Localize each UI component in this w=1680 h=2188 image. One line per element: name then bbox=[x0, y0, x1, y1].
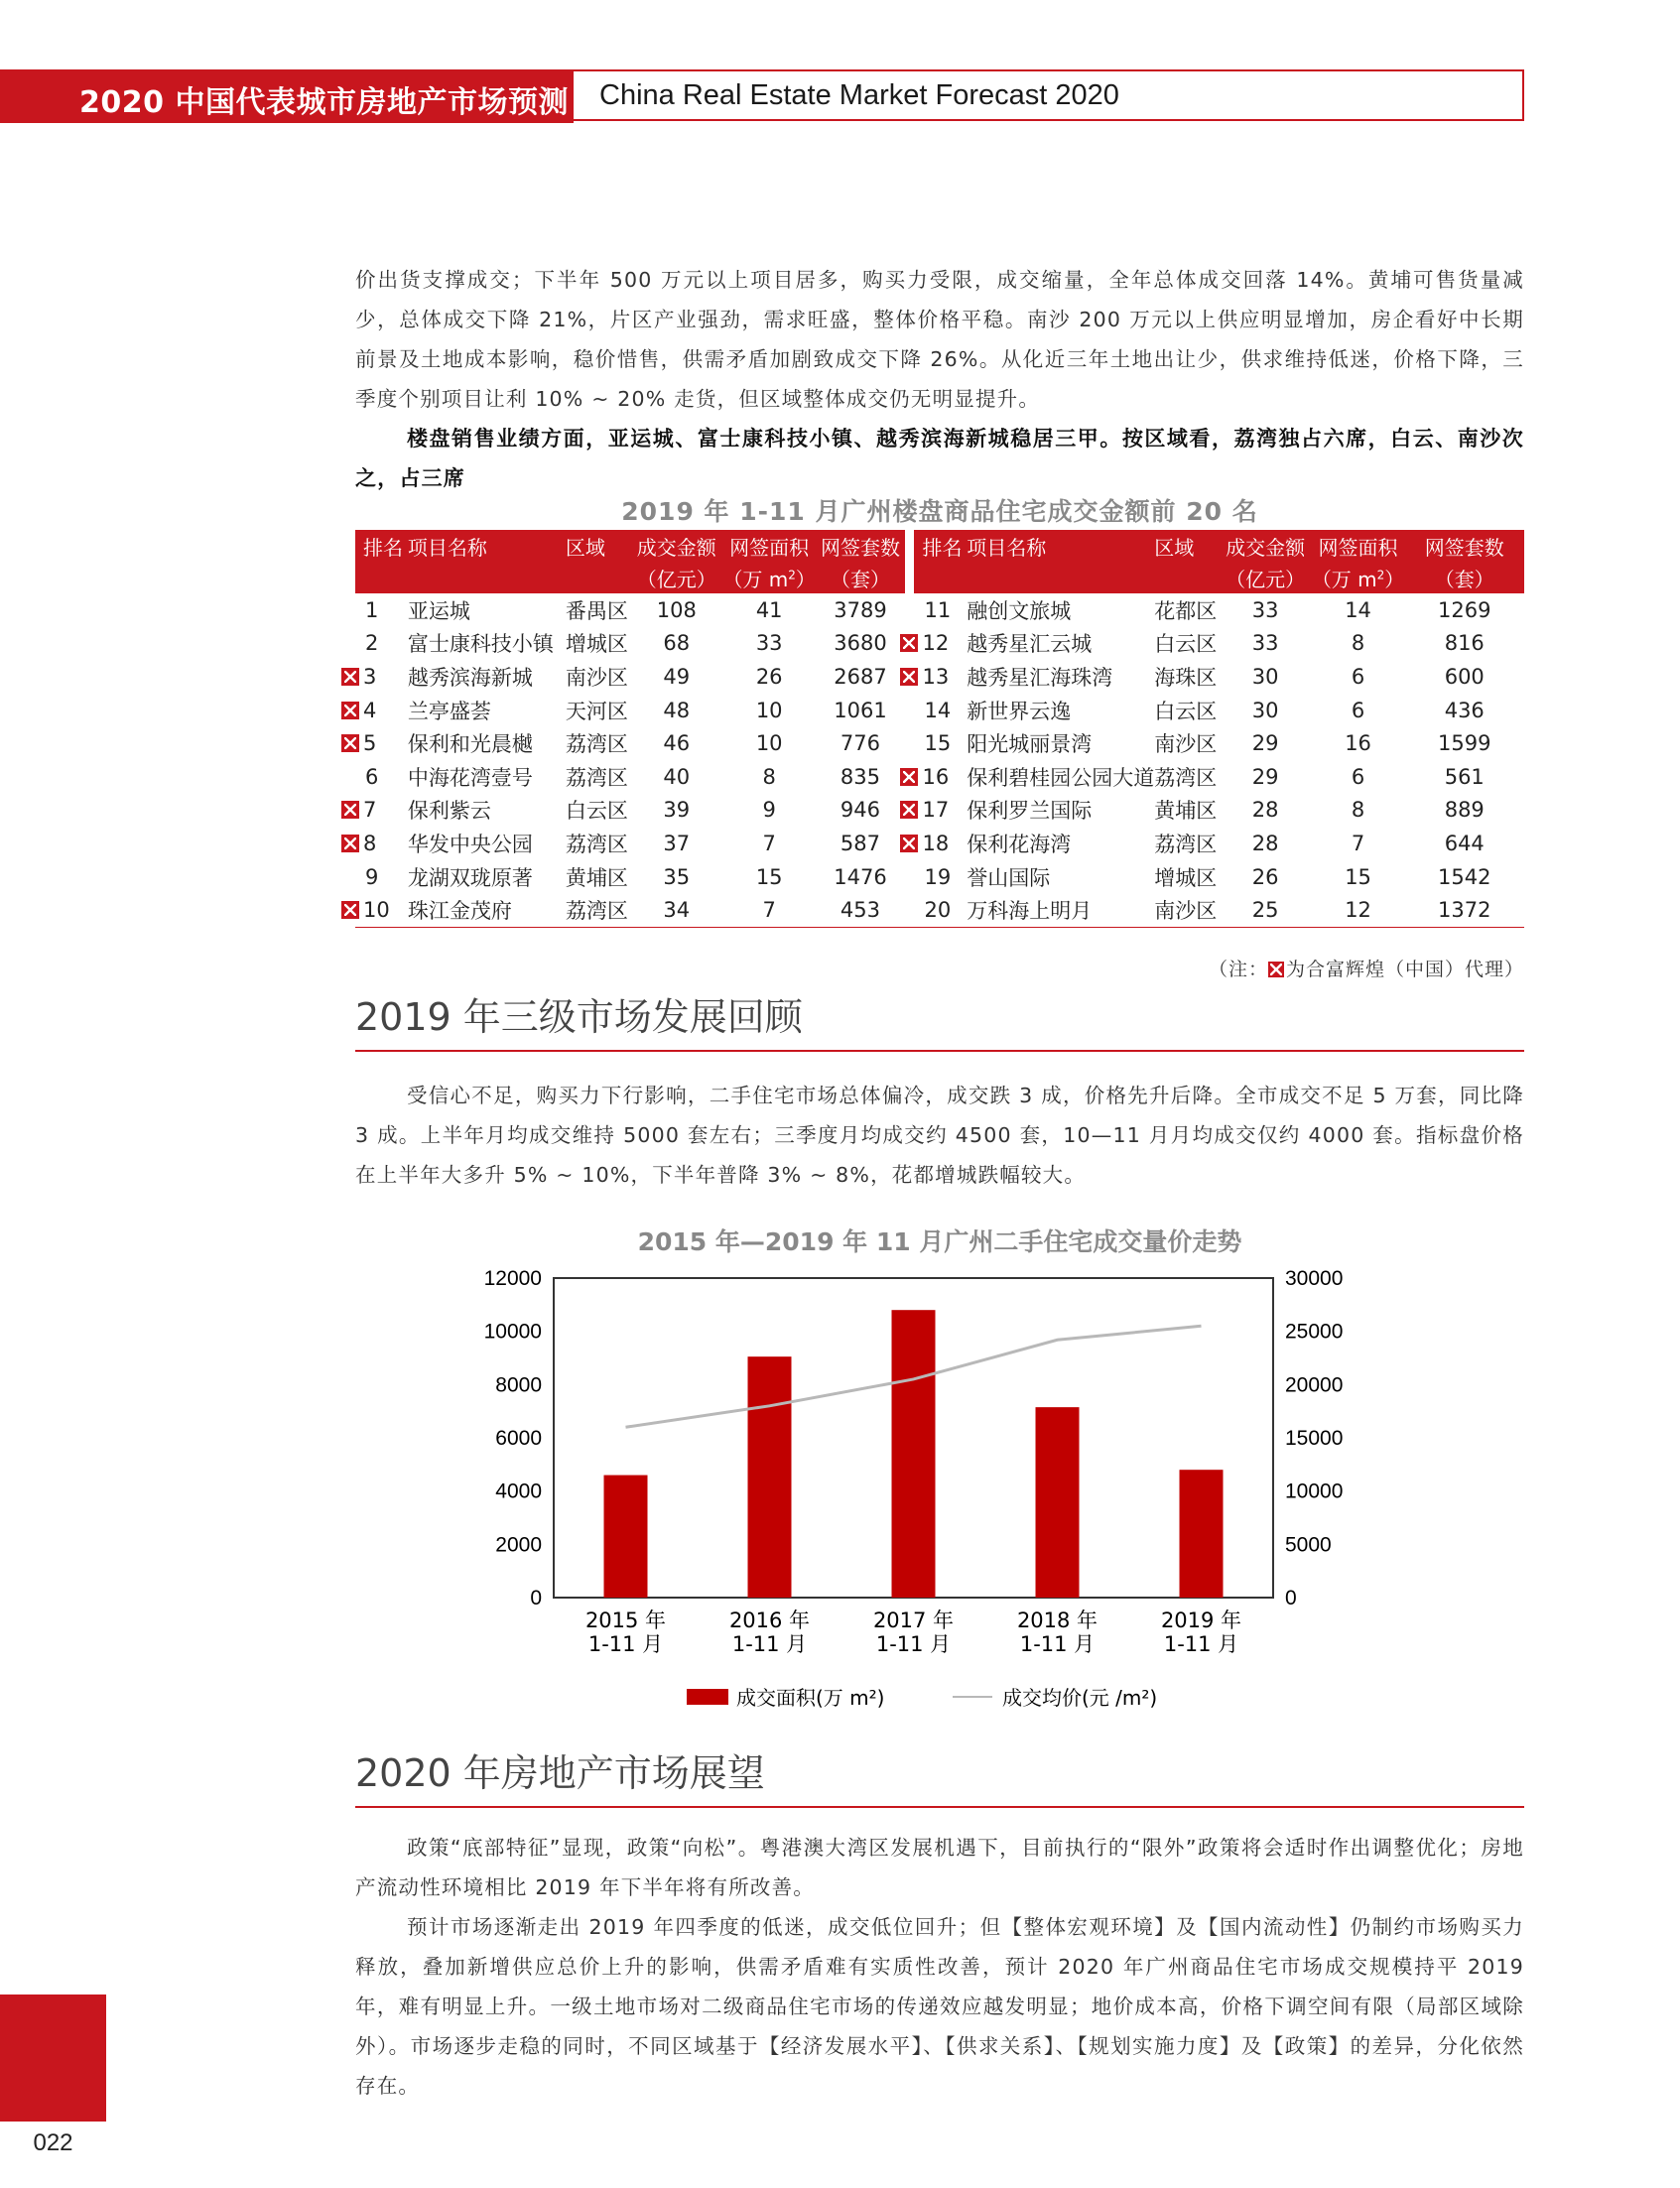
y-left-tick-label: 6000 bbox=[495, 1427, 542, 1450]
cell-area: 6 bbox=[1351, 664, 1365, 689]
cell-area: 16 bbox=[1345, 731, 1371, 756]
y-right-tick-label: 5000 bbox=[1285, 1533, 1332, 1557]
table-row bbox=[355, 660, 1524, 694]
header-area: 网签面积 bbox=[722, 530, 816, 562]
agency-mark-icon bbox=[900, 768, 918, 786]
y-left-tick-label: 12000 bbox=[483, 1267, 542, 1290]
y-right-tick-label: 10000 bbox=[1285, 1480, 1344, 1503]
table-row bbox=[355, 593, 1524, 627]
cell-rank: 16 bbox=[914, 760, 967, 794]
cell-district: 南沙区 bbox=[1154, 893, 1219, 927]
cell-project-name: 富士康科技小镇 bbox=[407, 632, 554, 657]
cell-project-name: 保利花海湾 bbox=[967, 832, 1072, 856]
section1-divider bbox=[355, 1050, 1524, 1052]
cell-district: 黄埔区 bbox=[1154, 799, 1218, 824]
section1-paragraph: 受信心不足，购买力下行影响，二手住宅市场总体偏冷，成交跌 3 成，价格先升后降。全市成交不足 5 万套，同比降 3 成。上半年月均成交维持 5000 套左右；三季度月均成交约 4500 套，10—11 月月均成交仅约 4000 套。指标盘价格在上半年大多升 5% ~ 10%，下半年普降 3% ~ 8%，花都增城跌幅较大。 bbox=[355, 1084, 1524, 1187]
cell-area: 26 bbox=[755, 664, 783, 689]
cell-district: 增城区 bbox=[1154, 865, 1218, 890]
section2-divider bbox=[355, 1806, 1524, 1808]
y-right-tick-label: 20000 bbox=[1285, 1373, 1344, 1397]
cell-units: 587 bbox=[840, 831, 880, 855]
header-rank-2: 排名 bbox=[914, 530, 967, 562]
table-row bbox=[355, 627, 1524, 661]
y-right-tick-label: 0 bbox=[1285, 1587, 1297, 1609]
ranking-table bbox=[355, 530, 1524, 928]
header-title-cn: 2020 中国代表城市房地产市场预测 bbox=[79, 85, 569, 120]
cell-district: 天河区 bbox=[565, 699, 628, 723]
cell-units: 1269 bbox=[1438, 597, 1491, 622]
cell-amount: 49 bbox=[663, 664, 691, 689]
cell-project-name: 保利和光晨樾 bbox=[407, 732, 533, 757]
trend-chart bbox=[437, 1248, 1429, 1725]
header-amount-2: 成交金额 bbox=[1220, 530, 1312, 562]
cell-area: 7 bbox=[1351, 831, 1365, 855]
cell-rank: 9 bbox=[365, 864, 379, 889]
header-amount-unit: （亿元） bbox=[630, 562, 722, 593]
cell-project-name: 阳光城丽景湾 bbox=[967, 732, 1093, 757]
cell-project-name: 亚运城 bbox=[407, 598, 470, 623]
header-area-2: 网签面积 bbox=[1312, 530, 1405, 562]
section2-paragraph-block bbox=[355, 1828, 1524, 2106]
table-header-row-1 bbox=[355, 530, 1524, 562]
cell-units: 1061 bbox=[834, 698, 887, 722]
cell-district: 花都区 bbox=[1154, 598, 1218, 623]
cell-rank: 6 bbox=[365, 764, 379, 789]
cell-rank: 7 bbox=[355, 794, 408, 828]
y-left-tick-label: 8000 bbox=[495, 1373, 542, 1397]
cell-district: 增城区 bbox=[565, 632, 628, 657]
cell-project-name: 兰亭盛荟 bbox=[407, 699, 491, 723]
bar-mark bbox=[748, 1356, 792, 1598]
cell-district: 白云区 bbox=[1154, 699, 1218, 723]
table-row bbox=[355, 827, 1524, 860]
cell-units: 436 bbox=[1444, 698, 1485, 722]
cell-units: 644 bbox=[1444, 831, 1485, 855]
bar-mark bbox=[1180, 1470, 1224, 1598]
cell-units: 835 bbox=[840, 764, 880, 789]
cell-area: 7 bbox=[762, 831, 776, 855]
cell-district: 南沙区 bbox=[1154, 732, 1218, 757]
header-units-2: 网签套数 bbox=[1405, 530, 1525, 562]
cell-district: 荔湾区 bbox=[565, 765, 628, 790]
legend-line-label: 成交均价(元 /m²) bbox=[1002, 1686, 1158, 1710]
header-name: 项目名称 bbox=[408, 530, 566, 562]
header-amount: 成交金额 bbox=[630, 530, 722, 562]
header-name-2: 项目名称 bbox=[967, 530, 1154, 562]
x-tick-label: 2017 年 1-11 月 bbox=[872, 1609, 955, 1656]
agency-mark-icon bbox=[341, 734, 359, 752]
cell-amount: 37 bbox=[663, 831, 691, 855]
cell-district: 荔湾区 bbox=[1154, 765, 1218, 790]
cell-district: 荔湾区 bbox=[565, 732, 628, 757]
cell-amount: 29 bbox=[1251, 731, 1279, 756]
page-number: 022 bbox=[33, 2129, 73, 2156]
cell-amount: 28 bbox=[1251, 798, 1279, 823]
cell-units: 1599 bbox=[1438, 731, 1491, 756]
cell-amount: 33 bbox=[1251, 631, 1279, 656]
header-units-unit: （套） bbox=[816, 562, 905, 593]
cell-area: 10 bbox=[755, 698, 783, 722]
cell-project-name: 华发中央公园 bbox=[407, 832, 533, 856]
cell-project-name: 保利紫云 bbox=[407, 799, 491, 824]
cell-rank: 11 bbox=[924, 597, 952, 622]
y-left-tick-label: 2000 bbox=[495, 1533, 542, 1557]
x-tick-label: 2015 年 1-11 月 bbox=[584, 1609, 667, 1656]
y-right-tick-label: 30000 bbox=[1285, 1267, 1344, 1290]
agency-mark-icon bbox=[900, 801, 918, 819]
header-title-en: China Real Estate Market Forecast 2020 bbox=[599, 79, 1119, 111]
cell-project-name: 保利罗兰国际 bbox=[967, 799, 1093, 824]
table-row bbox=[355, 760, 1524, 794]
cell-project-name: 越秀星汇云城 bbox=[967, 632, 1093, 657]
cell-amount: 34 bbox=[630, 893, 722, 927]
cell-units: 1542 bbox=[1438, 864, 1491, 889]
cell-units: 946 bbox=[840, 798, 880, 823]
table-row bbox=[355, 893, 1524, 927]
cell-units: 889 bbox=[1444, 798, 1485, 823]
cell-units: 453 bbox=[816, 893, 905, 927]
cell-area: 8 bbox=[1351, 798, 1365, 823]
cell-project-name: 新世界云逸 bbox=[967, 699, 1072, 723]
cell-rank: 14 bbox=[924, 698, 952, 722]
ranking-table-title: 2019 年 1-11 月广州楼盘商品住宅成交金额前 20 名 bbox=[621, 497, 1258, 526]
x-tick-label: 2019 年 1-11 月 bbox=[1160, 1609, 1242, 1656]
legend-bar-label: 成交面积(万 m²) bbox=[736, 1686, 885, 1710]
cell-amount: 46 bbox=[663, 731, 691, 756]
cell-rank: 20 bbox=[914, 893, 967, 927]
agency-mark-icon bbox=[900, 835, 918, 852]
header-units: 网签套数 bbox=[816, 530, 905, 562]
cell-amount: 48 bbox=[663, 698, 691, 722]
cell-amount: 30 bbox=[1251, 698, 1279, 722]
section1-paragraph-block bbox=[355, 1076, 1524, 1195]
cell-units: 2687 bbox=[834, 664, 887, 689]
cell-amount: 33 bbox=[1251, 597, 1279, 622]
cell-units: 1372 bbox=[1405, 893, 1525, 927]
header-rank: 排名 bbox=[355, 530, 408, 562]
agency-mark-icon bbox=[900, 668, 918, 686]
cell-project-name: 中海花湾壹号 bbox=[407, 765, 533, 790]
cell-units: 816 bbox=[1444, 631, 1485, 656]
cell-amount: 25 bbox=[1220, 893, 1312, 927]
cell-rank: 13 bbox=[914, 660, 967, 694]
agency-mark-icon bbox=[1268, 962, 1284, 977]
cell-rank: 19 bbox=[924, 864, 952, 889]
section1-title: 2019 年三级市场发展回顾 bbox=[355, 995, 803, 1039]
cell-area: 15 bbox=[1345, 864, 1371, 889]
header-area-unit: （万 $m^2$） bbox=[722, 562, 816, 593]
header-district: 区域 bbox=[566, 530, 630, 562]
cell-project-name: 保利碧桂园公园大道 bbox=[967, 765, 1155, 790]
footer-red-block bbox=[0, 1995, 106, 2122]
cell-district: 荔湾区 bbox=[1154, 832, 1218, 856]
agency-mark-icon bbox=[900, 634, 918, 652]
cell-area: 6 bbox=[1351, 764, 1365, 789]
cell-district: 荔湾区 bbox=[565, 832, 628, 856]
header-amount-unit-2: （亿元） bbox=[1220, 562, 1312, 593]
cell-district: 白云区 bbox=[1154, 632, 1218, 657]
agency-mark-icon bbox=[341, 801, 359, 819]
agency-mark-icon bbox=[341, 668, 359, 686]
cell-project-name: 越秀星汇海珠湾 bbox=[967, 665, 1113, 690]
cell-amount: 40 bbox=[663, 764, 691, 789]
cell-rank: 5 bbox=[355, 726, 408, 760]
header-district-2: 区域 bbox=[1154, 530, 1219, 562]
cell-rank: 3 bbox=[355, 660, 408, 694]
cell-project-name: 龙湖双珑原著 bbox=[407, 865, 533, 890]
cell-units: 776 bbox=[840, 731, 880, 756]
section2-title: 2020 年房地产市场展望 bbox=[355, 1751, 765, 1795]
cell-project-name: 珠江金茂府 bbox=[408, 893, 566, 927]
header-area-unit-2: （万 $m^2$） bbox=[1312, 562, 1405, 593]
cell-rank: 17 bbox=[914, 794, 967, 828]
cell-area: 33 bbox=[755, 631, 783, 656]
cell-rank: 12 bbox=[914, 627, 967, 661]
agency-mark-icon bbox=[341, 702, 359, 719]
cell-district: 海珠区 bbox=[1154, 665, 1218, 690]
cell-amount: 29 bbox=[1251, 764, 1279, 789]
table-row bbox=[355, 860, 1524, 894]
x-tick-label: 2016 年 1-11 月 bbox=[728, 1609, 811, 1656]
cell-rank: 15 bbox=[924, 731, 952, 756]
y-left-tick-label: 0 bbox=[530, 1587, 542, 1609]
cell-project-name: 誉山国际 bbox=[967, 865, 1051, 890]
cell-rank: 1 bbox=[365, 597, 379, 622]
cell-district: 番禺区 bbox=[565, 598, 628, 623]
intro-paragraph: 价出货支撑成交；下半年 500 万元以上项目居多，购买力受限，成交缩量，全年总体成交回落 14%。黄埔可售货量减少，总体成交下降 21%，片区产业强劲，需求旺盛，整体价格平稳。南沙 200 万元以上供应明显增加，房企看好中长期前景及土地成本影响，稳价惜售，供需矛盾加剧致成交下降 26%。从化近三年土地出让少，供求维持低迷，价格下降，三季度个别项目让利 10% ~ 20% 走货，但区域整体成交仍无明显提升。 bbox=[355, 268, 1524, 411]
chart-title: 2015 年—2019 年 11 月广州二手住宅成交量价走势 bbox=[637, 1227, 1242, 1256]
cell-units: 3789 bbox=[834, 597, 887, 622]
table-row bbox=[355, 694, 1524, 727]
cell-project-name: 融创文旅城 bbox=[967, 598, 1072, 623]
cell-units: 561 bbox=[1444, 764, 1485, 789]
cell-rank: 8 bbox=[355, 827, 408, 860]
cell-amount: 30 bbox=[1251, 664, 1279, 689]
cell-area: 6 bbox=[1351, 698, 1365, 722]
cell-district: 荔湾区 bbox=[566, 893, 630, 927]
cell-amount: 108 bbox=[656, 597, 697, 622]
x-tick-label: 2018 年 1-11 月 bbox=[1016, 1609, 1098, 1656]
cell-rank: 4 bbox=[355, 694, 408, 727]
cell-area: 7 bbox=[722, 893, 816, 927]
bar-mark bbox=[604, 1476, 648, 1598]
bar-mark bbox=[1036, 1407, 1080, 1598]
cell-amount: 35 bbox=[663, 864, 691, 889]
cell-rank: 2 bbox=[365, 631, 379, 656]
agency-mark-icon bbox=[341, 835, 359, 852]
header-units-unit-2: （套） bbox=[1405, 562, 1525, 593]
cell-amount: 28 bbox=[1251, 831, 1279, 855]
cell-amount: 68 bbox=[663, 631, 691, 656]
cell-project-name: 越秀滨海新城 bbox=[407, 665, 533, 690]
cell-rank: 18 bbox=[914, 827, 967, 860]
cell-district: 南沙区 bbox=[565, 665, 628, 690]
cell-project-name: 万科海上明月 bbox=[967, 893, 1154, 927]
table-row bbox=[355, 794, 1524, 828]
bold-summary-paragraph: 楼盘销售业绩方面，亚运城、富士康科技小镇、越秀滨海新城稳居三甲。按区域看，荔湾独占六席，白云、南沙次之，占三席 bbox=[355, 427, 1524, 490]
cell-area: 14 bbox=[1345, 597, 1371, 622]
cell-district: 白云区 bbox=[565, 799, 628, 824]
cell-area: 15 bbox=[755, 864, 783, 889]
table-note: （注： 为合富辉煌（中国）代理） bbox=[1208, 959, 1524, 980]
table-header-row-2 bbox=[355, 562, 1524, 593]
agency-mark-icon bbox=[341, 901, 359, 919]
section2-paragraph-1: 政策“底部特征”显现，政策“向松”。粤港澳大湾区发展机遇下，目前执行的“限外”政策将会适时作出调整优化；房地产流动性环境相比 2019 年下半年将有所改善。 bbox=[355, 1836, 1524, 1899]
y-left-tick-label: 10000 bbox=[483, 1320, 542, 1344]
cell-area: 41 bbox=[755, 597, 783, 622]
intro-paragraph-block bbox=[355, 260, 1524, 498]
cell-units: 3680 bbox=[834, 631, 887, 656]
legend-bar-swatch bbox=[687, 1689, 728, 1705]
cell-area: 10 bbox=[755, 731, 783, 756]
cell-district: 黄埔区 bbox=[565, 865, 628, 890]
cell-rank: 10 bbox=[355, 893, 408, 927]
cell-units: 1476 bbox=[834, 864, 887, 889]
table-row bbox=[355, 726, 1524, 760]
cell-area: 9 bbox=[762, 798, 776, 823]
section2-paragraph-2: 预计市场逐渐走出 2019 年四季度的低迷，成交低位回升；但【整体宏观环境】及【国内流动性】仍制约市场购买力释放，叠加新增供应总价上升的影响，供需矛盾难有实质性改善，预计 2020 年广州商品住宅市场成交规模持平 2019 年，难有明显上升。一级土地市场对二级商品住宅市场的传递效应越发明显；地价成本高，价格下调空间有限（局部区域除外）。市场逐步走稳的同时，不同区域基于【经济发展水平】、【供求关系】、【规划实施力度】及【政策】的差异，分化依然存在。 bbox=[355, 1915, 1524, 2098]
cell-units: 600 bbox=[1444, 664, 1485, 689]
cell-area: 12 bbox=[1312, 893, 1405, 927]
cell-amount: 26 bbox=[1251, 864, 1279, 889]
y-right-tick-label: 25000 bbox=[1285, 1320, 1344, 1344]
bar-mark bbox=[892, 1310, 936, 1598]
cell-amount: 39 bbox=[663, 798, 691, 823]
y-left-tick-label: 4000 bbox=[495, 1480, 542, 1503]
cell-area: 8 bbox=[1351, 631, 1365, 656]
cell-area: 8 bbox=[762, 764, 776, 789]
y-right-tick-label: 15000 bbox=[1285, 1427, 1344, 1450]
